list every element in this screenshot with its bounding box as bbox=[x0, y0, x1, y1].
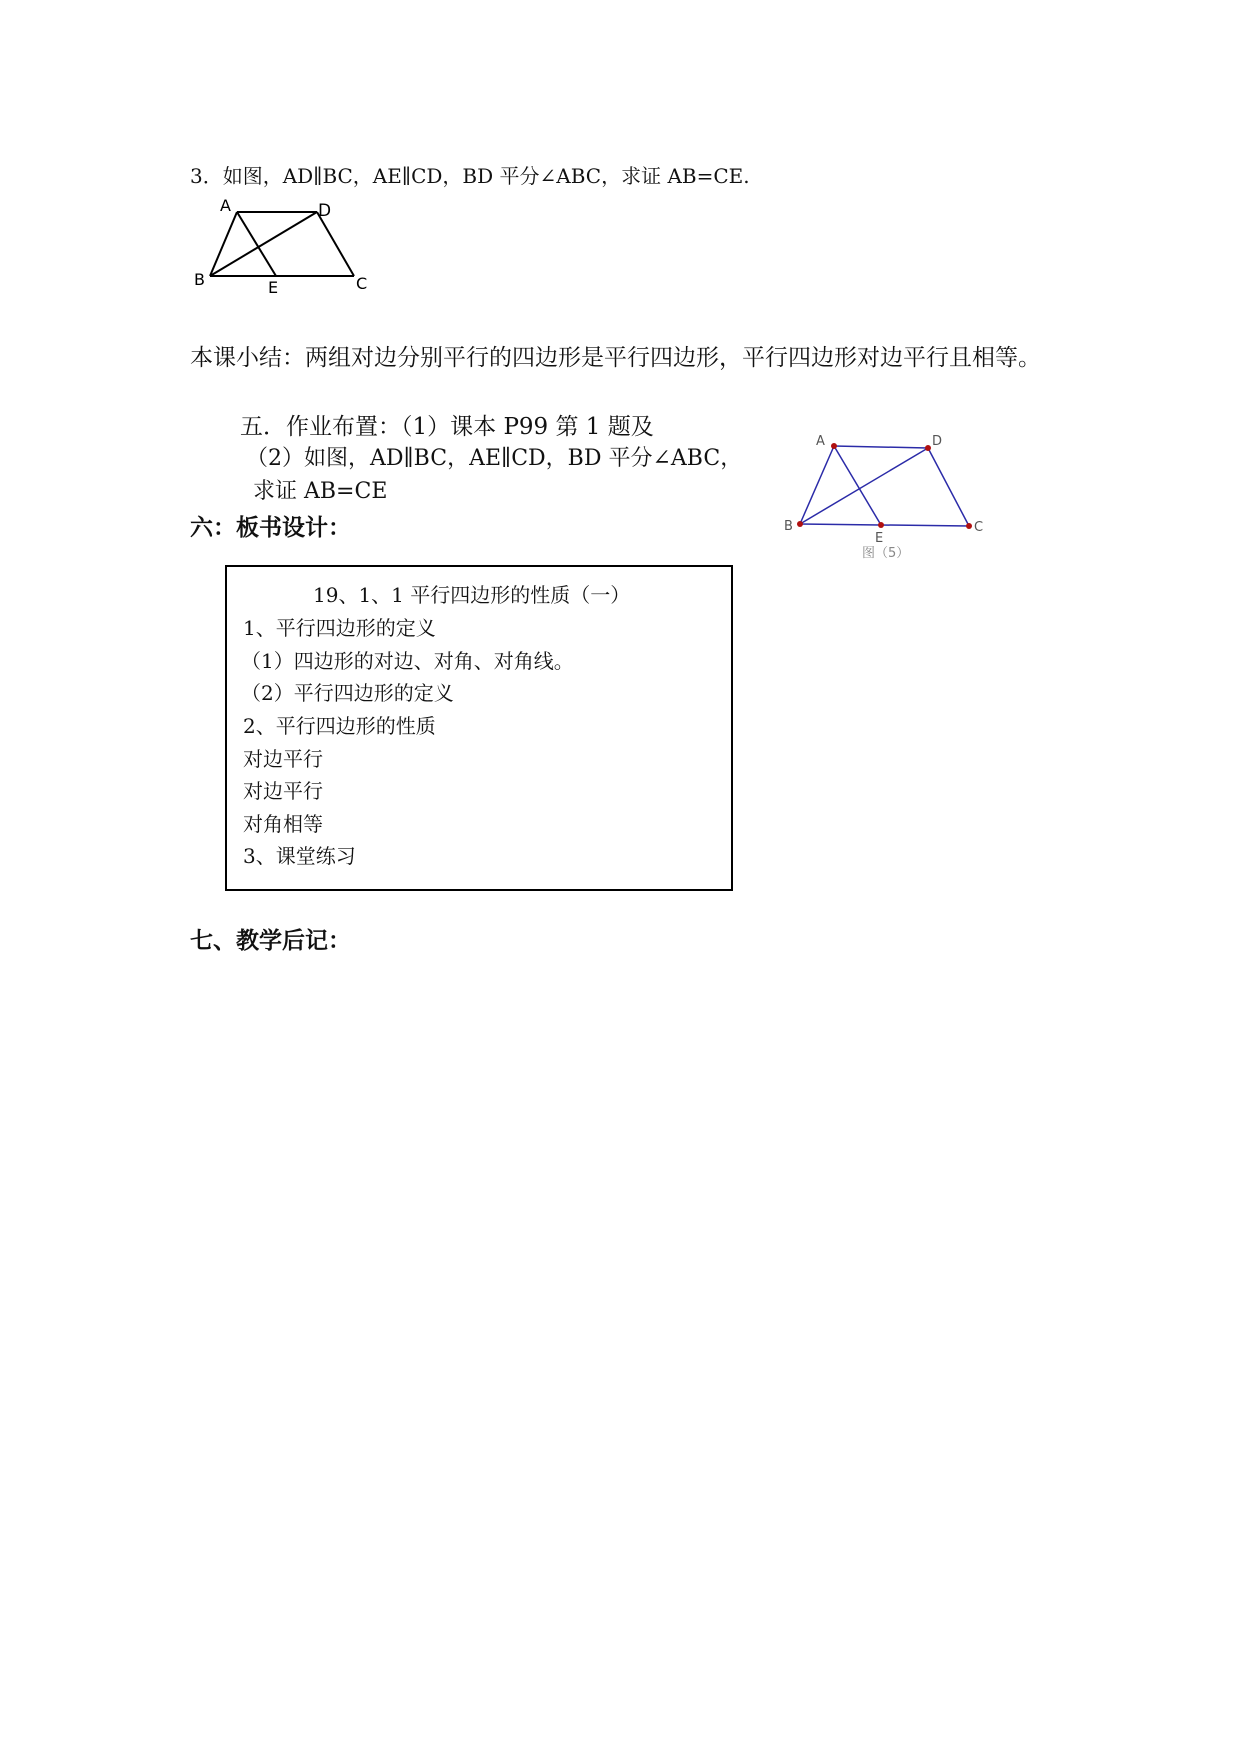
board-line: （1）四边形的对边、对角、对角线。 bbox=[241, 649, 574, 673]
section-6-heading: 六：板书设计： bbox=[190, 515, 351, 541]
board-line: 对边平行 bbox=[243, 779, 323, 803]
point-a bbox=[831, 443, 837, 449]
problem-3-text: 3．如图，AD∥BC，AE∥CD，BD 平分∠ABC，求证 AB=CE. bbox=[190, 164, 750, 188]
point-b bbox=[797, 521, 803, 527]
label-e: E bbox=[268, 278, 279, 296]
point-c bbox=[966, 523, 972, 529]
label-d: D bbox=[318, 201, 332, 221]
label-c: C bbox=[356, 274, 368, 293]
label-a: A bbox=[816, 434, 825, 449]
board-line: 对边平行 bbox=[243, 747, 323, 771]
homework-line-1: 五．作业布置：（1）课本 P99 第 1 题及 bbox=[240, 414, 654, 440]
board-line: 3、课堂练习 bbox=[243, 844, 356, 868]
label-c: C bbox=[974, 520, 984, 535]
board-line: （2）平行四边形的定义 bbox=[241, 681, 454, 705]
geometry-figure-1 bbox=[190, 196, 380, 296]
label-d: D bbox=[932, 434, 943, 449]
section-7-heading: 七、教学后记： bbox=[190, 928, 351, 954]
board-line: 对角相等 bbox=[243, 812, 323, 836]
lesson-summary: 本课小结：两组对边分别平行的四边形是平行四边形，平行四边形对边平行且相等。 bbox=[190, 345, 1041, 371]
board-line: 2、平行四边形的性质 bbox=[243, 714, 436, 738]
label-a: A bbox=[220, 196, 231, 215]
homework-line-2: （2）如图，AD∥BC，AE∥CD，BD 平分∠ABC， bbox=[246, 446, 743, 471]
blackboard-design-box bbox=[225, 565, 733, 891]
board-title: 19、1、1 平行四边形的性质（一） bbox=[313, 583, 631, 607]
label-b: B bbox=[194, 270, 205, 289]
point-d bbox=[925, 445, 931, 451]
label-b: B bbox=[784, 519, 793, 534]
geometry-figure-5 bbox=[780, 432, 1000, 562]
board-line: 1、平行四边形的定义 bbox=[243, 616, 436, 640]
label-e: E bbox=[875, 531, 884, 546]
point-e bbox=[878, 522, 884, 528]
homework-line-3: 求证 AB=CE bbox=[253, 479, 388, 504]
figure-caption: 图（5） bbox=[862, 546, 910, 561]
